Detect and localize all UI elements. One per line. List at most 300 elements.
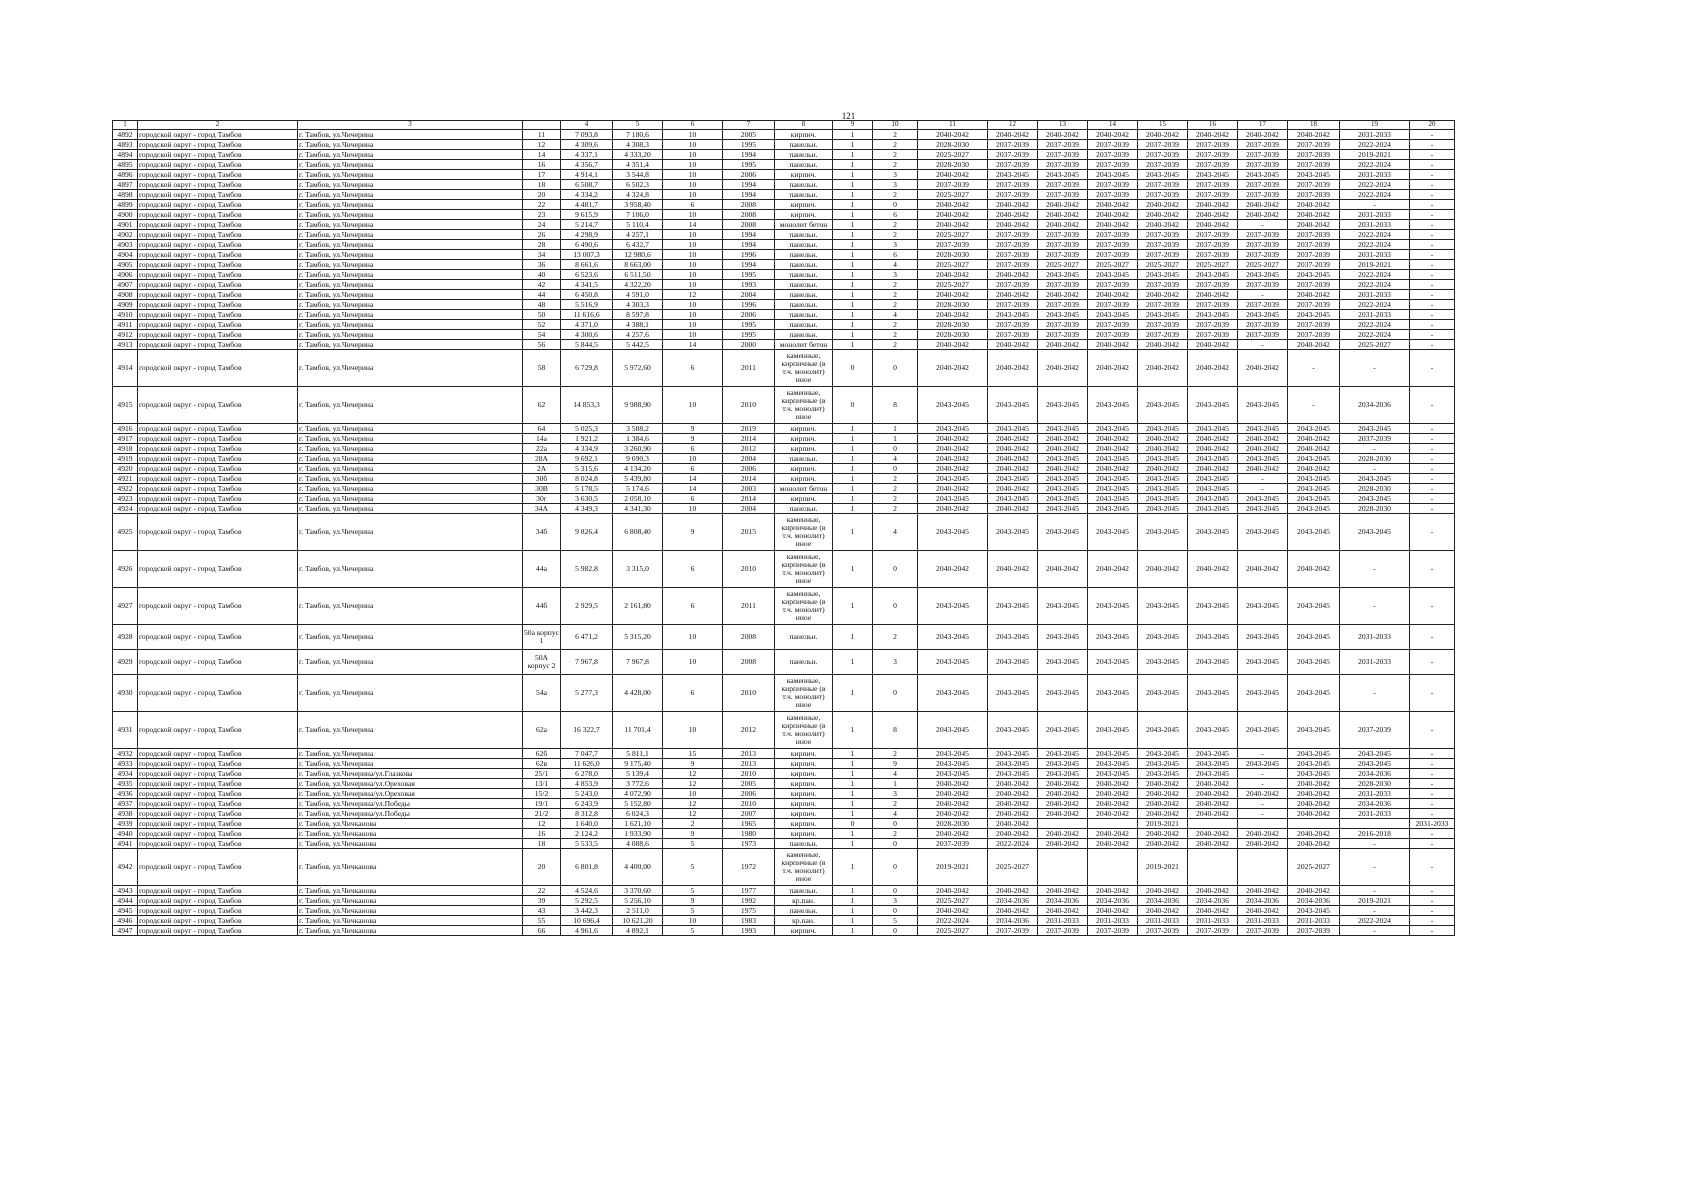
table-cell: 1 <box>833 712 873 749</box>
table-cell: 2040-2042 <box>1288 210 1340 220</box>
table-cell: 2043-2045 <box>1288 170 1340 180</box>
table-cell: 2014 <box>723 494 775 504</box>
table-cell: 1 <box>833 799 873 809</box>
table-cell: 2 <box>873 494 918 504</box>
table-cell <box>1088 849 1138 886</box>
table-cell: 42 <box>523 280 561 290</box>
table-cell: 2037-2039 <box>1038 240 1088 250</box>
table-cell: 2 058,10 <box>613 494 663 504</box>
table-cell: 2040-2042 <box>1238 350 1288 387</box>
table-cell: 2031-2033 <box>1340 130 1410 140</box>
table-cell: - <box>1340 886 1410 896</box>
table-row <box>113 839 1455 849</box>
table-cell: 2040-2042 <box>1038 799 1088 809</box>
table-cell: 2043-2045 <box>1188 625 1238 650</box>
table-cell: 1 <box>833 270 873 280</box>
table-cell: - <box>1410 551 1455 588</box>
table-cell: 2040-2042 <box>1138 809 1188 819</box>
table-cell: 2037-2039 <box>988 160 1038 170</box>
table-row <box>113 650 1455 675</box>
table-cell: 2040-2042 <box>1188 444 1238 454</box>
table-cell: 0 <box>873 926 918 936</box>
table-cell: 1994 <box>723 240 775 250</box>
table-cell: 12 980,6 <box>613 250 663 260</box>
table-cell: 2043-2045 <box>918 474 988 484</box>
table-cell: 4934 <box>113 769 138 779</box>
table-cell: 4 371,0 <box>561 320 613 330</box>
table-row <box>113 809 1455 819</box>
table-cell: 9 <box>663 759 723 769</box>
table-cell: 6 729,8 <box>561 350 613 387</box>
table-cell: 2037-2039 <box>1188 150 1238 160</box>
table-cell: - <box>1410 454 1455 464</box>
table-cell: кирпич. <box>775 170 833 180</box>
table-cell: 2040-2042 <box>1238 210 1288 220</box>
table-cell: 0 <box>873 200 918 210</box>
table-cell: г. Тамбов, ул.Чичканова <box>298 916 523 926</box>
table-cell: 4929 <box>113 650 138 675</box>
table-row <box>113 829 1455 839</box>
table-cell: 2037-2039 <box>1288 320 1340 330</box>
table-cell: 2040-2042 <box>918 829 988 839</box>
table-cell: 2043-2045 <box>1188 474 1238 484</box>
table-cell: 2040-2042 <box>1038 340 1088 350</box>
table-cell: 2043-2045 <box>1038 759 1088 769</box>
table-cell: 1983 <box>723 916 775 926</box>
table-cell: 0 <box>873 551 918 588</box>
table-cell: - <box>1410 749 1455 759</box>
table-cell: 2037-2039 <box>1088 150 1138 160</box>
table-cell: 2043-2045 <box>1088 474 1138 484</box>
table-cell: 16 <box>523 160 561 170</box>
table-cell: 2043-2045 <box>1188 387 1238 424</box>
table-cell: 0 <box>873 444 918 454</box>
table-cell: г. Тамбов, ул.Чичерина <box>298 494 523 504</box>
table-cell: 2043-2045 <box>1340 749 1410 759</box>
table-cell: 2040-2042 <box>1288 290 1340 300</box>
table-cell: - <box>1410 340 1455 350</box>
table-cell: 2043-2045 <box>988 494 1038 504</box>
table-cell: 6 <box>663 551 723 588</box>
table-cell: 2040-2042 <box>1038 130 1088 140</box>
table-cell: 2040-2042 <box>1088 789 1138 799</box>
table-row <box>113 350 1455 387</box>
table-cell: 2037-2039 <box>1138 320 1188 330</box>
table-cell: - <box>1410 210 1455 220</box>
table-cell: 4 591,0 <box>613 290 663 300</box>
table-cell: 2043-2045 <box>1088 170 1138 180</box>
table-cell: городской округ - город Тамбов <box>138 896 298 906</box>
table-cell: 10 <box>663 140 723 150</box>
table-cell: 2 <box>873 300 918 310</box>
table-cell: 2043-2045 <box>1138 454 1188 464</box>
table-cell: - <box>1410 180 1455 190</box>
table-cell: 2040-2042 <box>1188 799 1238 809</box>
table-cell: 0 <box>873 886 918 896</box>
table-cell: 2043-2045 <box>1038 749 1088 759</box>
table-cell: 2037-2039 <box>1188 230 1238 240</box>
table-cell: 2037-2039 <box>988 250 1038 260</box>
table-cell: 4 356,7 <box>561 160 613 170</box>
table-cell: 1980 <box>723 829 775 839</box>
table-cell: 1 <box>833 514 873 551</box>
table-cell: - <box>1410 588 1455 625</box>
table-cell: 2040-2042 <box>1138 444 1188 454</box>
table-cell: - <box>1340 588 1410 625</box>
table-cell: 2043-2045 <box>1188 712 1238 749</box>
table-cell: 4916 <box>113 424 138 434</box>
table-cell: 2037-2039 <box>1038 320 1088 330</box>
table-cell: 2043-2045 <box>1138 712 1188 749</box>
table-cell: 10 <box>663 130 723 140</box>
table-cell: 2 161,80 <box>613 588 663 625</box>
table-row <box>113 779 1455 789</box>
table-cell: 7 106,0 <box>613 210 663 220</box>
table-cell: - <box>1410 494 1455 504</box>
table-cell: 2040-2042 <box>1038 551 1088 588</box>
table-cell: 5 811,1 <box>613 749 663 759</box>
table-cell: 2011 <box>723 588 775 625</box>
table-cell: 2025-2027 <box>1238 260 1288 270</box>
table-cell: г. Тамбов, ул.Чичерина <box>298 454 523 464</box>
table-cell: 2043-2045 <box>1088 712 1138 749</box>
table-cell: 15/2 <box>523 789 561 799</box>
table-cell: 24 <box>523 220 561 230</box>
table-cell: 4893 <box>113 140 138 150</box>
table-cell: 1996 <box>723 250 775 260</box>
table-cell: городской округ - город Тамбов <box>138 320 298 330</box>
table-cell: 2031-2033 <box>1340 650 1410 675</box>
table-cell: 2040-2042 <box>1288 200 1340 210</box>
table-cell: 4 349,3 <box>561 504 613 514</box>
table-cell: городской округ - город Тамбов <box>138 190 298 200</box>
table-cell: 2040-2042 <box>918 290 988 300</box>
table-cell: 7 093,8 <box>561 130 613 140</box>
table-cell: - <box>1410 140 1455 150</box>
table-cell: 10 <box>663 320 723 330</box>
table-cell: 2043-2045 <box>918 387 988 424</box>
table-cell: 2040-2042 <box>1188 200 1238 210</box>
table-cell: 2040-2042 <box>1188 551 1238 588</box>
table-row <box>113 625 1455 650</box>
table-cell: 2043-2045 <box>1088 675 1138 712</box>
table-cell: 2019-2021 <box>918 849 988 886</box>
table-cell: 5 <box>663 849 723 886</box>
table-cell <box>1340 819 1410 829</box>
table-cell: 2031-2033 <box>1138 916 1188 926</box>
table-cell: 2040-2042 <box>1088 444 1138 454</box>
table-cell: 4900 <box>113 210 138 220</box>
table-cell: 2040-2042 <box>918 170 988 180</box>
table-cell: 1965 <box>723 819 775 829</box>
table-cell: кирпич. <box>775 789 833 799</box>
table-cell: 2043-2045 <box>1238 504 1288 514</box>
table-cell: панельн. <box>775 454 833 464</box>
table-cell: 2031-2033 <box>1340 310 1410 320</box>
table-cell: 2043-2045 <box>1238 588 1288 625</box>
table-cell: 2040-2042 <box>988 290 1038 300</box>
table-cell: 2037-2039 <box>1288 230 1340 240</box>
table-cell: - <box>1410 759 1455 769</box>
table-cell: 2 <box>873 290 918 300</box>
table-cell: 2022-2024 <box>1340 330 1410 340</box>
table-cell: 2043-2045 <box>988 424 1038 434</box>
table-cell: 2043-2045 <box>1340 494 1410 504</box>
table-cell: 2043-2045 <box>1238 454 1288 464</box>
table-row <box>113 484 1455 494</box>
table-cell: 9 <box>873 759 918 769</box>
table-cell: 10 <box>663 789 723 799</box>
table-cell: 10 <box>663 160 723 170</box>
table-cell: 1 <box>833 330 873 340</box>
table-cell: 4 <box>873 260 918 270</box>
table-cell: городской округ - город Тамбов <box>138 130 298 140</box>
table-cell: 2040-2042 <box>988 434 1038 444</box>
table-cell: 2 <box>873 150 918 160</box>
table-cell: 4892 <box>113 130 138 140</box>
table-cell: 6 278,0 <box>561 769 613 779</box>
table-cell: 10 <box>663 712 723 749</box>
table-cell <box>1238 819 1288 829</box>
table-cell: г. Тамбов, ул.Чичерина/ул.Победы <box>298 809 523 819</box>
table-cell: г. Тамбов, ул.Чичерина/ул.Победы <box>298 799 523 809</box>
table-cell: 2037-2039 <box>1340 712 1410 749</box>
table-cell: - <box>1410 130 1455 140</box>
table-cell: 4935 <box>113 779 138 789</box>
table-cell: 10 <box>663 270 723 280</box>
table-cell: 3 <box>873 896 918 906</box>
table-cell: 2 <box>873 799 918 809</box>
table-cell: - <box>1410 424 1455 434</box>
table-cell: 1 <box>833 588 873 625</box>
table-cell: 2040-2042 <box>1138 340 1188 350</box>
table-cell: 2043-2045 <box>1288 454 1340 464</box>
table-cell: городской округ - город Тамбов <box>138 150 298 160</box>
table-cell: 0 <box>833 387 873 424</box>
table-cell: 2000 <box>723 340 775 350</box>
table-cell: панельн. <box>775 504 833 514</box>
table-cell: 3 630,5 <box>561 494 613 504</box>
table-cell: 1995 <box>723 330 775 340</box>
table-cell: - <box>1238 809 1288 819</box>
table-cell: 2037-2039 <box>1038 180 1088 190</box>
table-cell: кирпич. <box>775 819 833 829</box>
table-cell: 7 047,7 <box>561 749 613 759</box>
table-cell: кирпич. <box>775 926 833 936</box>
table-cell: 1975 <box>723 906 775 916</box>
table-cell: - <box>1410 712 1455 749</box>
table-cell: 2037-2039 <box>1288 190 1340 200</box>
table-cell: 1 <box>833 926 873 936</box>
table-cell <box>1188 819 1238 829</box>
table-cell: 2040-2042 <box>1038 886 1088 896</box>
table-cell: 2040-2042 <box>1088 906 1138 916</box>
table-cell: 1 <box>833 200 873 210</box>
table-cell: 12 <box>663 769 723 779</box>
table-cell: 1 <box>873 434 918 444</box>
table-cell: - <box>1340 551 1410 588</box>
table-cell: 2037-2039 <box>1188 330 1238 340</box>
table-cell: 2040-2042 <box>1238 551 1288 588</box>
table-cell: - <box>1340 675 1410 712</box>
table-cell: 2040-2042 <box>1088 350 1138 387</box>
table-cell <box>1288 819 1340 829</box>
table-cell: 10 <box>663 250 723 260</box>
table-cell: 2040-2042 <box>1088 210 1138 220</box>
table-cell: 54 <box>523 330 561 340</box>
table-cell: каменные, кирпичные (в т.ч. монолит) иное <box>775 551 833 588</box>
table-cell: 2040-2042 <box>1188 779 1238 789</box>
table-cell: 4925 <box>113 514 138 551</box>
table-cell: 2040-2042 <box>1088 809 1138 819</box>
table-cell: 2040-2042 <box>1188 839 1238 849</box>
table-cell: 2022-2024 <box>1340 270 1410 280</box>
table-cell: городской округ - город Тамбов <box>138 886 298 896</box>
table-cell: 1 <box>833 809 873 819</box>
table-cell: г. Тамбов, ул.Чичерина/ул.Глазкова <box>298 769 523 779</box>
table-cell: 2043-2045 <box>1288 474 1340 484</box>
table-cell: 6 508,7 <box>561 180 613 190</box>
table-cell: 2040-2042 <box>1238 434 1288 444</box>
table-cell: 10 <box>663 916 723 926</box>
table-cell: 1 <box>833 896 873 906</box>
table-row <box>113 140 1455 150</box>
table-cell: 2037-2039 <box>1138 160 1188 170</box>
table-cell: - <box>1410 769 1455 779</box>
table-cell: 1 <box>833 210 873 220</box>
table-cell: 2037-2039 <box>1138 180 1188 190</box>
table-cell: 2037-2039 <box>1138 330 1188 340</box>
table-cell: 2037-2039 <box>1038 926 1088 936</box>
table-cell: 5 <box>873 916 918 926</box>
table-cell: 7 180,6 <box>613 130 663 140</box>
table-cell: 2040-2042 <box>1038 809 1088 819</box>
table-cell: 4919 <box>113 454 138 464</box>
table-cell: 2 <box>663 819 723 829</box>
table-cell: 4 <box>873 809 918 819</box>
table-cell: 4 853,9 <box>561 779 613 789</box>
table-cell: - <box>1410 350 1455 387</box>
table-cell: - <box>1340 444 1410 454</box>
table-cell: 2 <box>873 504 918 514</box>
table-cell: 34 <box>523 250 561 260</box>
table-cell: 2028-2030 <box>1340 454 1410 464</box>
table-cell: - <box>1410 387 1455 424</box>
table-cell: 1 <box>833 434 873 444</box>
table-cell: 2028-2030 <box>1340 779 1410 789</box>
table-cell: 17 <box>523 170 561 180</box>
table-row <box>113 250 1455 260</box>
table-cell: 2043-2045 <box>1288 906 1340 916</box>
table-cell: панельн. <box>775 290 833 300</box>
table-cell: панельн. <box>775 280 833 290</box>
table-cell: 2043-2045 <box>1088 270 1138 280</box>
table-cell: 2040-2042 <box>1038 200 1088 210</box>
table-cell: 2034-2036 <box>988 896 1038 906</box>
table-cell: панельн. <box>775 270 833 280</box>
table-cell: 2040-2042 <box>988 210 1038 220</box>
table-cell: 22 <box>523 886 561 896</box>
table-cell: 2037-2039 <box>1238 300 1288 310</box>
table-cell: г. Тамбов, ул.Чичерина <box>298 340 523 350</box>
table-cell: - <box>1410 789 1455 799</box>
table-cell: 0 <box>873 819 918 829</box>
table-cell: 2025-2027 <box>1088 260 1138 270</box>
table-cell: 16 322,7 <box>561 712 613 749</box>
table-cell: 1 <box>833 424 873 434</box>
table-cell: 2043-2045 <box>1288 484 1340 494</box>
table-cell: 1 <box>833 130 873 140</box>
table-cell: 30г <box>523 494 561 504</box>
table-cell: 1 <box>833 444 873 454</box>
table-cell: 5 439,80 <box>613 474 663 484</box>
table-cell: 4 134,20 <box>613 464 663 474</box>
table-row <box>113 769 1455 779</box>
table-cell: 1 933,90 <box>613 829 663 839</box>
table-cell: 2043-2045 <box>1238 514 1288 551</box>
table-cell: 2034-2036 <box>1038 896 1088 906</box>
table-cell: - <box>1410 474 1455 484</box>
table-cell: 1 <box>833 650 873 675</box>
table-cell: 43 <box>523 906 561 916</box>
table-cell: - <box>1340 464 1410 474</box>
table-cell: 2043-2045 <box>988 170 1038 180</box>
table-cell: 2043-2045 <box>1138 514 1188 551</box>
table-cell: 4902 <box>113 230 138 240</box>
table-cell: 1 <box>833 140 873 150</box>
table-cell: 2040-2042 <box>918 444 988 454</box>
table-cell: 2040-2042 <box>1088 220 1138 230</box>
table-cell: городской округ - город Тамбов <box>138 140 298 150</box>
table-cell: 3 <box>873 180 918 190</box>
table-cell: 2040-2042 <box>918 310 988 320</box>
table-cell: 5 516,9 <box>561 300 613 310</box>
table-cell: г. Тамбов, ул.Чичерина <box>298 551 523 588</box>
table-cell: 2043-2045 <box>1188 310 1238 320</box>
table-cell: 2043-2045 <box>1288 759 1340 769</box>
table-cell: 4922 <box>113 484 138 494</box>
table-cell: 2025-2027 <box>1138 260 1188 270</box>
table-row <box>113 504 1455 514</box>
table-cell: 9 826,4 <box>561 514 613 551</box>
table-cell: кирпич. <box>775 799 833 809</box>
table-cell: г. Тамбов, ул.Чичерина <box>298 180 523 190</box>
table-cell: 2037-2039 <box>1188 180 1238 190</box>
table-cell: - <box>1410 799 1455 809</box>
table-cell: 2043-2045 <box>1038 514 1088 551</box>
table-cell: 4917 <box>113 434 138 444</box>
table-cell: 2043-2045 <box>1188 454 1238 464</box>
table-row <box>113 464 1455 474</box>
table-cell: 2010 <box>723 551 775 588</box>
table-cell <box>1038 849 1088 886</box>
header-cell: 2 <box>138 121 298 130</box>
table-cell: г. Тамбов, ул.Чичерина <box>298 280 523 290</box>
table-cell: 0 <box>873 849 918 886</box>
table-cell: - <box>1410 260 1455 270</box>
table-cell: 2043-2045 <box>1088 588 1138 625</box>
table-cell: городской округ - город Тамбов <box>138 444 298 454</box>
table-cell: 9 988,90 <box>613 387 663 424</box>
table-cell: 2037-2039 <box>1088 330 1138 340</box>
table-cell: 2040-2042 <box>918 270 988 280</box>
table-cell: г. Тамбов, ул.Чичканова <box>298 829 523 839</box>
table-cell: 2037-2039 <box>988 300 1038 310</box>
table-cell: городской округ - город Тамбов <box>138 300 298 310</box>
table-cell: 4 072,90 <box>613 789 663 799</box>
table-cell: 2040-2042 <box>1088 829 1138 839</box>
table-cell: 20 <box>523 849 561 886</box>
